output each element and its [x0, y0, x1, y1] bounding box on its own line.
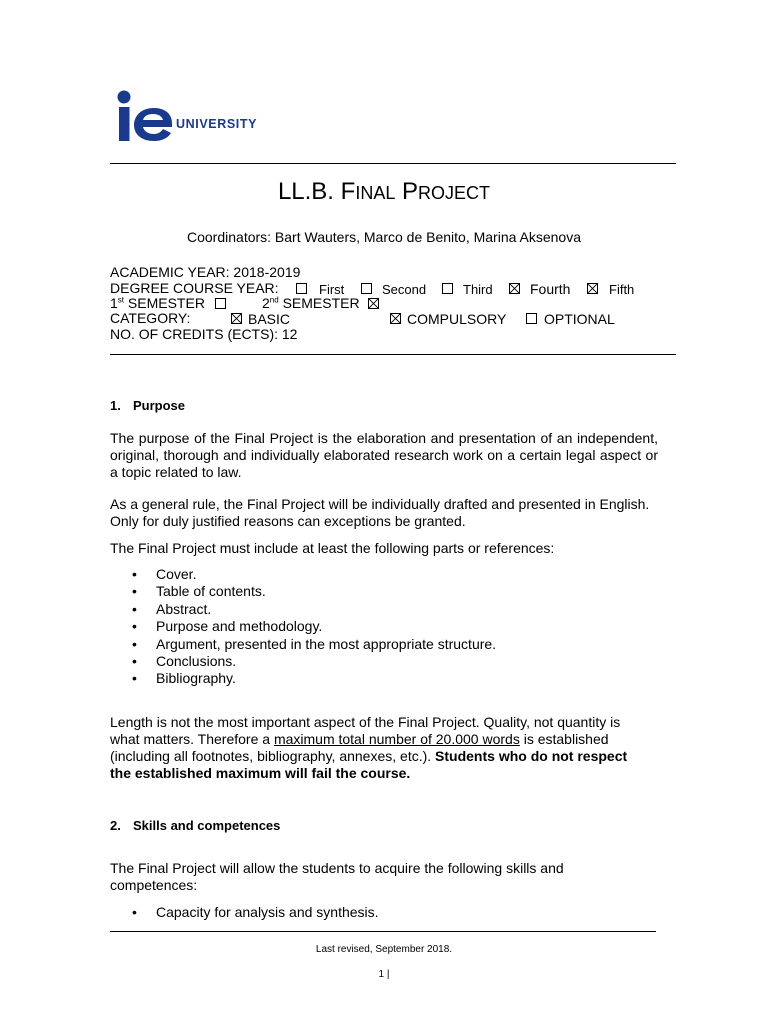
- header-rule: [110, 163, 676, 164]
- year-first-checkbox[interactable]: [296, 283, 307, 294]
- last-revised: Last revised, September 2018.: [315, 944, 453, 955]
- section1-title: Purpose: [133, 398, 186, 413]
- length-text-a: Length is not the most important aspect of the Final Project. Quality, not quantity is what matters. Therefore a: [110, 714, 621, 747]
- sem2-text: SEMESTER: [278, 295, 360, 311]
- section2-number: 2.: [110, 818, 121, 833]
- word-limit-underlined: maximum total number of 20.000 words: [273, 731, 520, 747]
- list-item: • Argument, presented in the most appropriate structure.: [110, 636, 496, 653]
- second-semester-checkbox[interactable]: [368, 298, 379, 309]
- sem2-number: 2: [262, 295, 270, 311]
- basic-checkbox[interactable]: [231, 313, 242, 324]
- degree-course-label: DEGREE COURSE YEAR:: [110, 280, 279, 296]
- optional-checkbox[interactable]: [526, 313, 537, 324]
- credits: NO. OF CREDITS (ECTS): 12: [110, 326, 298, 342]
- title-inal: INAL: [355, 183, 396, 203]
- year-second-checkbox[interactable]: [361, 283, 372, 294]
- title-part1: LL.B.: [277, 178, 341, 205]
- title-p: P: [395, 178, 419, 205]
- sem2-suffix: nd: [269, 295, 279, 305]
- second-semester-label: [262, 296, 360, 311]
- list-item: • Cover.: [110, 566, 496, 583]
- year-second-label: Second: [382, 282, 427, 297]
- page-number: 1 |: [378, 969, 390, 980]
- title-f: F: [340, 178, 356, 205]
- year-fourth-label: Fourth: [530, 281, 571, 297]
- list-item: • Purpose and methodology.: [110, 618, 496, 635]
- ie-university-logo: [112, 88, 272, 144]
- title-roject: ROJECT: [418, 183, 491, 203]
- list-item: • Abstract.: [110, 601, 496, 618]
- year-first-label: First: [319, 282, 345, 297]
- basic-label: BASIC: [248, 311, 291, 327]
- sem1-suffix: st: [117, 295, 125, 305]
- purpose-paragraph-3: The Final Project must include at least the following parts or references:: [110, 540, 555, 556]
- list-item: • Conclusions.: [110, 653, 496, 670]
- checked-x-icon: [391, 314, 400, 323]
- year-third-label: Third: [463, 282, 493, 297]
- document-title: [0, 178, 768, 206]
- first-semester-label: [110, 296, 205, 311]
- category-label: CATEGORY:: [110, 310, 191, 326]
- compulsory-label: COMPULSORY: [407, 311, 507, 327]
- checked-x-icon: [369, 299, 378, 308]
- length-warning-bold: Students who do not respect the established maximum will fail the course.: [110, 748, 628, 781]
- year-fifth-label: Fifth: [609, 282, 635, 297]
- checked-x-icon: [588, 284, 597, 293]
- required-parts-list: [110, 566, 496, 688]
- section1-heading: [110, 398, 185, 413]
- skills-list: [110, 904, 379, 921]
- section2-heading: [110, 818, 280, 833]
- first-semester-checkbox[interactable]: [215, 298, 226, 309]
- footer-rule: [110, 931, 656, 932]
- logo-wordmark: UNIVERSITY: [176, 117, 258, 131]
- coordinators: Coordinators: Bart Wauters, Marco de Benito, Marina Aksenova: [187, 229, 581, 245]
- list-item: • Bibliography.: [110, 670, 496, 687]
- list-item: • Table of contents.: [110, 583, 496, 600]
- ie-logo-mark: [112, 88, 182, 144]
- academic-year: ACADEMIC YEAR: 2018-2019: [110, 264, 301, 280]
- optional-label: OPTIONAL: [544, 311, 615, 327]
- sem1-number: 1: [110, 295, 118, 311]
- year-fifth-checkbox[interactable]: [587, 283, 598, 294]
- skills-paragraph: The Final Project will allow the students to acquire the following skills and competences:: [110, 860, 564, 893]
- length-text-b: is established (including all footnotes, bibliography, annexes, etc.).: [110, 731, 609, 764]
- purpose-paragraph-1: The purpose of the Final Project is the elaboration and presentation of an independent, original, thorough and individually elaborated research work on a certain legal aspect or a topic related to law.: [110, 430, 658, 480]
- section2-title: Skills and competences: [133, 818, 281, 833]
- section1-number: 1.: [110, 398, 121, 413]
- compulsory-checkbox[interactable]: [390, 313, 401, 324]
- year-fourth-checkbox[interactable]: [509, 283, 520, 294]
- sem1-text: SEMESTER: [124, 295, 205, 311]
- purpose-paragraph-2: As a general rule, the Final Project will be individually drafted and presented in English. Only for duly justified reasons can exceptions be granted.: [110, 496, 650, 529]
- checked-x-icon: [232, 314, 241, 323]
- list-item: • Capacity for analysis and synthesis.: [110, 904, 379, 921]
- length-paragraph: [110, 714, 650, 782]
- info-rule: [110, 354, 676, 355]
- year-third-checkbox[interactable]: [442, 283, 453, 294]
- checked-x-icon: [510, 284, 519, 293]
